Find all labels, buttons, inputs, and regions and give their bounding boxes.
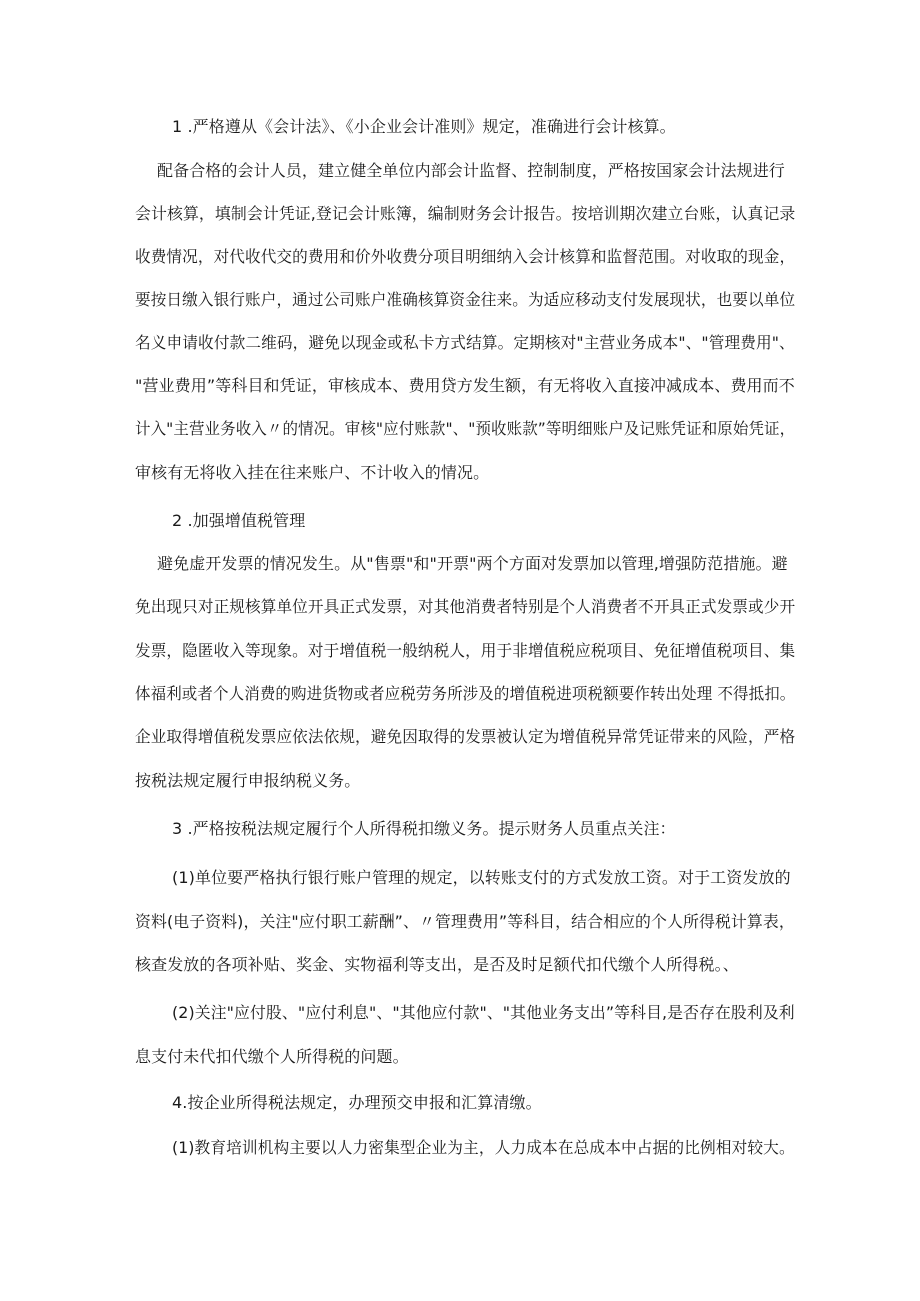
paragraph-line: 配备合格的会计人员，建立健全单位内部会计监督、控制制度，严格按国家会计法规进行 [157, 161, 785, 180]
list-item-line: 息支付未代扣代缴个人所得税的问题。 [135, 1047, 409, 1066]
list-item-line: (1)单位要严格执行银行账户管理的规定，以转账支付的方式发放工资。对于工资发放的 [172, 868, 791, 887]
paragraph-line: "营业费用”等科目和凭证，审核成本、费用贷方发生额，有无将收入直接冲减成本、费用而不 [135, 376, 795, 395]
paragraph-line: 收费情况，对代收代交的费用和价外收费分项目明细纳入会计核算和监督范围。对收取的现金， [135, 247, 796, 266]
heading-4: 4.按企业所得税法规定，办理预交申报和汇算清缴。 [172, 1093, 542, 1112]
list-item-line: (2)关注"应付股、"应付利息"、"其他应付款"、"其他业务支出”等科目,是否存在股利及利 [172, 1003, 795, 1022]
list-item-line: 核查发放的各项补贴、奖金、实物福利等支出，是否及时足额代扣代缴个人所得税。、 [135, 955, 739, 974]
list-item-line: 资料(电子资料)，关注"应付职工薪酬”、〃管理费用”等科目，结合相应的个人所得税计算表， [135, 912, 795, 931]
list-item-line: (1)教育培训机构主要以人力密集型企业为主，人力成本在总成本中占据的比例相对较大。 [172, 1138, 795, 1157]
paragraph-line: 避免虚开发票的情况发生。从"售票"和"开票"两个方面对发票加以管理,增强防范措施。避 [157, 554, 788, 573]
paragraph-line: 体福利或者个人消费的购进货物或者应税劳务所涉及的增值税进项税额要作转出处理 不得抵扣。 [135, 684, 796, 703]
heading-3: 3 .严格按税法规定履行个人所得税扣缴义务。提示财务人员重点关注： [172, 819, 676, 838]
paragraph-line: 按税法规定履行申报纳税义务。 [135, 771, 361, 790]
paragraph-line: 审核有无将收入挂在往来账户、不计收入的情况。 [135, 463, 490, 482]
paragraph-line: 要按日缴入银行账户，通过公司账户准确核算资金往来。为适应移动支付发展现状，也要以单位 [135, 290, 796, 309]
heading-1: 1 .严格遵从《会计法》、《小企业会计准则》规定，准确进行会计核算。 [172, 117, 676, 136]
heading-2: 2 .加强增值税管理 [172, 511, 306, 530]
paragraph-line: 计入"主营业务收入〃的情况。审核"应付账款"、"预收账款”等明细账户及记账凭证和原始凭证， [135, 419, 796, 438]
paragraph-line: 发票，隐匿收入等现象。对于增值税一般纳税人，用于非增值税应税项目、免征增值税项目、集 [135, 641, 796, 660]
paragraph-line: 免出现只对正规核算单位开具正式发票，对其他消费者特别是个人消费者不开具正式发票或少开 [135, 597, 796, 616]
paragraph-line: 企业取得增值税发票应依法依规，避免因取得的发票被认定为增值税异常凭证带来的风险，严格 [135, 727, 796, 746]
paragraph-line: 会计核算，填制会计凭证,登记会计账簿，编制财务会计报告。按培训期次建立台账，认真记录 [135, 204, 796, 223]
paragraph-line: 名义申请收付款二维码，避免以现金或私卡方式结算。定期核对"主营业务成本"、"管理费用"、 [135, 333, 795, 352]
